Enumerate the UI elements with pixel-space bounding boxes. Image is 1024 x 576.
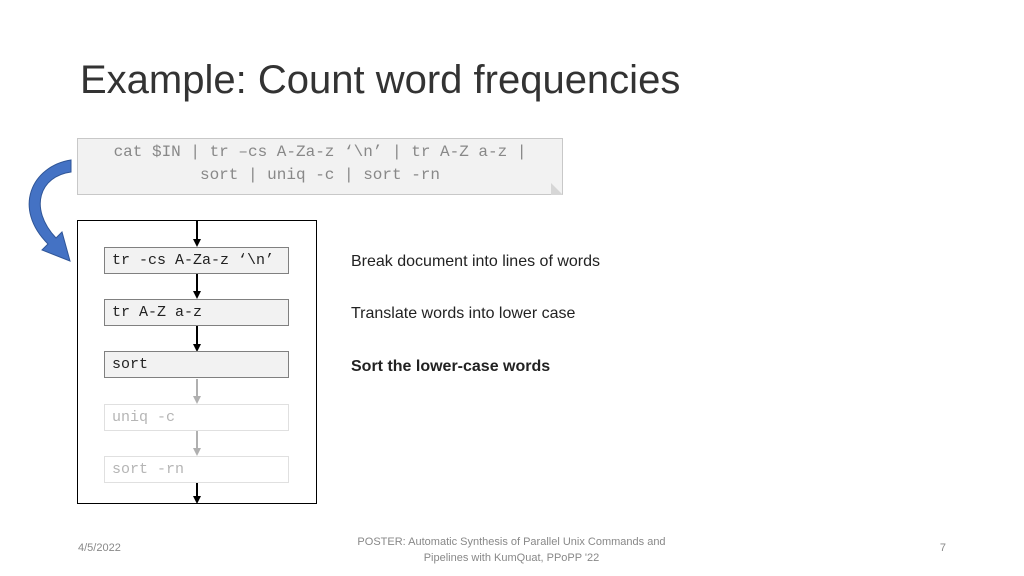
footer-citation (330, 534, 693, 566)
description-break-lines: Break document into lines of words (351, 253, 601, 270)
pipeline-stage-tr-cs: tr -cs A-Za-z ‘\n’ (104, 247, 289, 274)
pipeline-stage-tr-lowercase: tr A-Z a-z (104, 299, 289, 326)
footer-citation-line-2: Pipelines with KumQuat, PPoPP '22 (423, 552, 600, 564)
command-line-2: sort | uniq -c | sort -rn (199, 166, 441, 184)
footer-citation-line-1: POSTER: Automatic Synthesis of Parallel Unix Commands and (357, 536, 666, 548)
command-line-1: cat $IN | tr –cs A-Za-z ‘\n’ | tr A-Z a-z | (113, 143, 527, 161)
pipeline-stage-uniq: uniq -c (104, 404, 289, 431)
pipeline-stage-sort-rn: sort -rn (104, 456, 289, 483)
description-translate: Translate words into lower case (351, 305, 576, 322)
page-number: 7 (939, 542, 946, 554)
slide-title: Example: Count word frequencies (80, 58, 681, 102)
description-sort: Sort the lower-case words (351, 358, 551, 375)
footer-date: 4/5/2022 (78, 542, 121, 554)
pipeline-stage-sort: sort (104, 351, 289, 378)
